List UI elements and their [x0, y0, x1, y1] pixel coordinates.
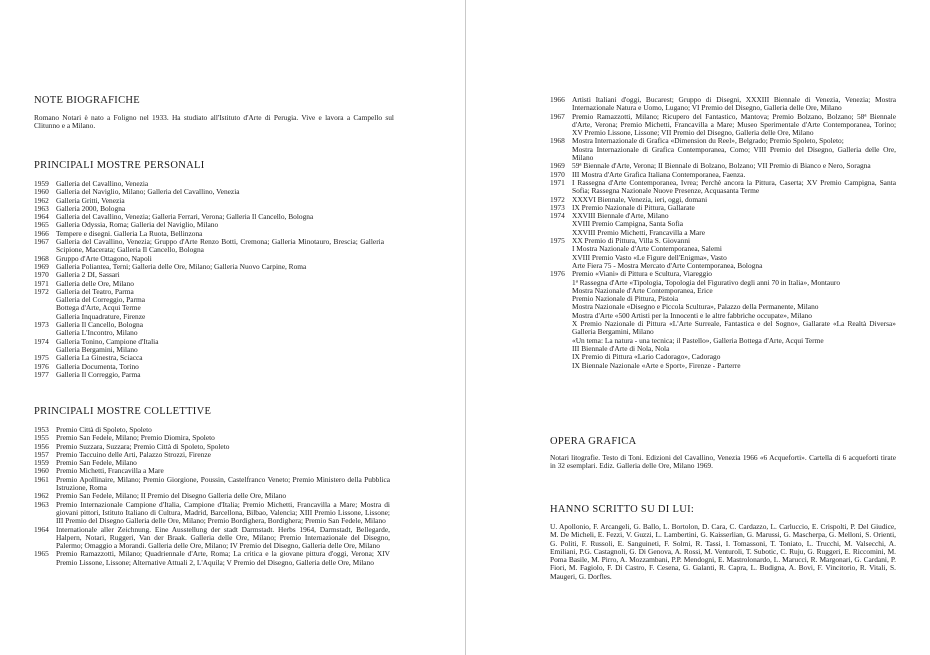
row-year: 1962	[34, 491, 49, 501]
exhibition-row	[550, 146, 896, 163]
exhibitions-list-continued	[550, 96, 896, 370]
row-text: Galleria Il Cancello, Bologna	[56, 320, 144, 330]
row-year: 1963	[34, 499, 49, 509]
scritto-text: U. Apollonio, F. Arcangeli, G. Ballo, L. Bortolon, D. Cara, C. Cardazzo, L. Carluccio, E. Crispolti, P. Del Giudice, M. De Micheli, E. Fezzi, V. Guzzi, L. Lambertini, G. Kaisserlian, G. Marussi, G. Mascherpa, G. Melloni, S. Orienti, G. Politi, F. Russoli, E. Sanguineti, F. Solmi, R. Tassi, I. Tomassoni, T. Toniato, L. Trucchi, M. Valsecchi, A. Emiliani, P.G. Castagnoli, G. Di Genova, A. Rossi, M. Venturoli, T. Subotic, C. Ruju, G. Ruggeri, E. Riccomini, M. Poma Basile, M. Pirro, A. Mozzambani, P.P. Mendogni, E. Mastrolonardo, L. Marucci, R. Margonari, G. Cardani, P. Fiori, M. Fagiolo, F. Di Castro, F. Cesena, G. Galanti, R. Capra, L. Budigna, A. Bovi, F. Vincitorio, R. Vitali, S. Maugeri, G. Dorfles.	[550, 522, 896, 581]
row-text: XXXVI Biennale, Venezia, ieri, oggi, domani	[572, 194, 708, 204]
row-year: 1967	[34, 237, 49, 247]
row-text: Galleria del Cavallino, Venezia; Galleria Ferrari, Verona; Galleria Il Cancello, Bologna	[56, 212, 314, 222]
row-text: Galleria Documenta, Torino	[56, 361, 139, 371]
row-text: Bottega d'Arte, Acqui Terme	[56, 303, 141, 313]
row-text: Premio Michetti, Francavilla a Mare	[56, 466, 164, 476]
row-text: Premio Internazionale Campione d'Italia, Campione d'Italia; Premio Michetti, Francavilla a Mare; Mostra di giovani pittori, Istituto Italiano di Cultura, Madrid, Barcellona, Bilbao, Valencia; XIII Premio Lissone, Lissone; III Premio del Disegno Galleria delle Ore, Milano; Premio Bordighera, Bordighera; Premio San Fedele, Milano	[56, 499, 390, 526]
row-text: IX Biennale Nazionale «Arte e Sport», Firenze - Parterre	[572, 360, 741, 370]
opera-title: OPERA GRAFICA	[550, 436, 637, 447]
row-text: Internationale aller Zeichnung. Eine Ausstellung der stadt Darmstadt. Herbs 1964, Darmstadt, Bellegarde, Halpern, Notari, Ruggeri, Van der Braak. Galleria delle Ore, Milano; Premio Internazionale del Disegno, Palermo; Omaggio a Morandi. Galleria delle Ore, Milano; IV Premio del Disegno, Galleria delle Ore, Milano	[56, 524, 390, 551]
row-year: 1960	[34, 187, 49, 197]
row-text: Premio Ramazzotti, Milano; Quadriennale d'Arte, Roma; La critica e la giovane pittura d'oggi, Verona; XIV Premio Lissone, Lissone; Alternative Attuali 2, L'Aquila; V Premio del Disegno, Galleria delle Ore, Milano	[56, 549, 390, 567]
row-text: Mostra Nazionale «Disegno e Piccola Scultura», Palazzo della Permanente, Milano	[572, 302, 819, 312]
row-year: 1975	[550, 236, 565, 246]
right-page	[466, 0, 930, 655]
bio-text: Romano Notari è nato a Foligno nel 1933. Ha studiato all'Istituto d'Arte di Perugia. Vive e lavora a Campello sul Clitunno e a Milano.	[34, 113, 394, 131]
row-text: Galleria 2 DI, Sassari	[56, 270, 120, 280]
row-text: Premio Nazionale di Pittura, Pistoia	[572, 294, 679, 304]
row-text: 59ª Biennale d'Arte, Verona; II Biennale di Bolzano, Bolzano; VII Premio di Bianco e Nero, Soragna	[572, 161, 871, 171]
row-text: Premio San Fedele, Milano	[56, 458, 137, 468]
exhibition-row	[550, 320, 896, 337]
row-text: Premio «Viani» di Pittura e Scultura, Viareggio	[572, 269, 712, 279]
row-year: 1974	[550, 211, 565, 221]
row-text: Mostra Internazionale di Grafica Contemporanea, Como; VIII Premio del Disegno, Galleria delle Ore, Milano	[572, 144, 896, 163]
row-year: 1975	[34, 353, 49, 363]
row-text: Tempere e disegni. Galleria La Ruota, Bellinzona	[56, 228, 203, 238]
row-text: «Un tema: La natura - una tecnica; il Pastello», Galleria Bottega d'Arte, Acqui Terme	[572, 335, 824, 345]
row-text: XVIII Premio Campigna, Santa Sofia	[572, 219, 684, 229]
row-year: 1972	[34, 286, 49, 296]
row-year	[34, 304, 56, 312]
row-text: IX Premio di Pittura «Lario Cadorago», Cadorago	[572, 352, 721, 362]
row-text: XVIII Premio Vasto «Le Figure dell'Enigma», Vasto	[572, 252, 727, 262]
row-year	[550, 362, 572, 370]
row-text: Mostra Nazionale d'Arte Contemporanea, Erice	[572, 285, 713, 295]
row-text: I Rassegna d'Arte Contemporanea, Ivrea; Perchè ancora la Pittura, Caserta; XV Premio Campigna, Santa Sofia; Rassegna Nazionale Nuove Presenze, Acquasanta Terme	[572, 177, 896, 196]
row-text: I Mostra Nazionale d'Arte Contemporanea, Salemi	[572, 244, 722, 254]
row-year: 1973	[34, 320, 49, 330]
row-year: 1970	[34, 270, 49, 280]
row-year: 1956	[34, 441, 49, 451]
collective-title: PRINCIPALI MOSTRE COLLETTIVE	[34, 406, 212, 417]
row-year: 1968	[34, 253, 49, 263]
row-year: 1969	[550, 161, 565, 171]
row-year: 1977	[34, 369, 49, 379]
row-text: Premio Suzzara, Suzzara; Premio Città di Spoleto, Spoleto	[56, 441, 230, 451]
row-text: XXVIII Biennale d'Arte, Milano	[572, 211, 669, 221]
row-text: Galleria Odyssia, Roma; Galleria del Naviglio, Milano	[56, 220, 219, 230]
row-year: 1976	[34, 361, 49, 371]
personal-list	[34, 180, 384, 379]
row-text: Galleria Tonino, Campione d'Italia	[56, 336, 159, 346]
row-text: Premio Apollinaire, Milano; Premio Giorgione, Poussin, Castelfranco Veneto; Premio Ministero della Pubblica Istruzione, Roma	[56, 474, 390, 493]
row-year	[550, 312, 572, 320]
row-year: 1968	[550, 136, 565, 146]
row-year: 1973	[550, 202, 565, 212]
bio-title: NOTE BIOGRAFICHE	[34, 95, 141, 106]
exhibition-row	[34, 526, 390, 551]
row-year	[550, 279, 572, 287]
row-text: Galleria L'Incontro, Milano	[56, 328, 138, 338]
row-text: Galleria La Ginestra, Sciacca	[56, 353, 143, 363]
row-year	[550, 303, 572, 311]
collective-list	[34, 426, 390, 567]
row-text: Galleria Gritti, Venezia	[56, 195, 125, 205]
row-text: Premio Ramazzotti, Milano; Ricupero del Fantastico, Mantova; Premio Bolzano, Bolzano; 58ª Biennale d'Arte, Verona; Premio Michetti, Francavilla a Mare; Museo Sperimentale d'Arte Contemporanea, Torino; XV Premio Lissone, Lissone; VII Premio del Disegno, Galleria delle Ore, Milano	[572, 111, 896, 138]
opera-text: Notari litografie. Testo di Toni. Edizioni del Cavallino, Venezia 1966 «6 Acqueforti». Cartella di 6 acqueforti tirate in 32 esemplari. Ediz. Galleria delle Ore, Milano 1969.	[550, 453, 896, 471]
row-text: Artisti Italiani d'oggi, Bucarest; Gruppo di Disegni, XXXIII Biennale di Venezia, Venezia; Mostra Internazionale Natura e Uomo, Lugano; VI Premio del Disegno, Galleria delle Ore, Milano	[572, 95, 896, 113]
row-year: 1966	[34, 228, 49, 238]
row-text: Galleria Bergamini, Milano	[56, 344, 138, 354]
row-text: Gruppo d'Arte Ottagono, Napoli	[56, 253, 152, 263]
row-year: 1974	[34, 336, 49, 346]
row-text: Galleria Inquadrature, Firenze	[56, 311, 146, 321]
row-year	[550, 245, 572, 253]
row-year: 1959	[34, 458, 49, 468]
row-text: Premio San Fedele, Milano; II Premio del Disegno Galleria delle Ore, Milano	[56, 491, 287, 501]
row-year: 1976	[550, 269, 565, 279]
row-text: Galleria delle Ore, Milano	[56, 278, 134, 288]
row-text: Galleria del Teatro, Parma	[56, 286, 134, 296]
row-text: Premio Città di Spoleto, Spoleto	[56, 425, 152, 434]
row-text: III Mostra d'Arte Grafica Italiana Contemporanea, Faenza.	[572, 169, 746, 179]
exhibition-row	[550, 179, 896, 196]
row-year: 1971	[34, 278, 49, 288]
row-year	[550, 146, 572, 163]
row-year: 1959	[34, 179, 49, 188]
row-year: 1964	[34, 524, 49, 534]
row-year: 1970	[550, 169, 565, 179]
exhibition-row	[34, 238, 384, 255]
row-year: 1960	[34, 466, 49, 476]
row-text: Galleria del Correggio, Parma	[56, 295, 146, 305]
row-year: 1964	[34, 212, 49, 222]
row-text: Galleria 2000, Bologna	[56, 203, 126, 213]
row-text: Premio Taccuino delle Arti, Palazzo Strozzi, Firenze	[56, 449, 211, 459]
row-text: III Biennale d'Arte di Nola, Nola	[572, 343, 670, 353]
row-year	[550, 337, 572, 345]
row-text: Arte Fiera 75 - Mostra Mercato d'Arte Contemporanea, Bologna	[572, 260, 763, 270]
row-text: Mostra d'Arte «500 Artisti per la Innocenti e le altre fabbriche occupate», Milano	[572, 310, 813, 320]
row-text: Galleria del Cavallino, Venezia	[56, 179, 149, 188]
row-year: 1963	[34, 203, 49, 213]
row-year	[550, 220, 572, 228]
exhibition-row	[550, 96, 896, 113]
row-year: 1969	[34, 261, 49, 271]
row-text: Premio San Fedele, Milano; Premio Diomira, Spoleto	[56, 433, 215, 443]
row-year: 1966	[550, 95, 565, 104]
row-year: 1972	[550, 194, 565, 204]
row-text: XXVIII Premio Michetti, Francavilla a Mare	[572, 227, 705, 237]
scritto-title: HANNO SCRITTO SU DI LUI:	[550, 504, 695, 515]
row-year: 1961	[34, 474, 49, 484]
row-year	[550, 295, 572, 303]
row-year: 1953	[34, 425, 49, 434]
row-year: 1967	[550, 111, 565, 121]
row-text: X Premio Nazionale di Pittura «L'Arte Surreale, Fantastica e del Sogno», Gallarate «La Realtà Diversa» Galleria Bergamini, Milano	[572, 319, 896, 337]
row-year	[550, 320, 572, 337]
row-year	[550, 287, 572, 295]
row-year: 1962	[34, 195, 49, 205]
exhibition-row	[550, 113, 896, 138]
row-year	[550, 345, 572, 353]
row-text: XX Premio di Pittura, Villa S. Giovanni	[572, 236, 691, 246]
personal-title: PRINCIPALI MOSTRE PERSONALI	[34, 160, 205, 171]
exhibition-row	[34, 501, 390, 526]
row-text: Galleria Il Correggio, Parma	[56, 369, 141, 379]
exhibition-row	[550, 362, 896, 370]
row-text: Mostra Internazionale di Grafica «Dimension du Reel», Belgrado; Premio Spoleto, Spoleto;	[572, 136, 844, 146]
row-year: 1965	[34, 220, 49, 230]
row-text: 1ª Rassegna d'Arte «Tipologia, Topologia del Figurativo degli anni 70 in Italia», Montauro	[572, 277, 841, 287]
row-text: Galleria del Naviglio, Milano; Galleria del Cavallino, Venezia	[56, 187, 240, 197]
exhibition-row	[34, 550, 390, 567]
row-year	[550, 254, 572, 262]
exhibition-row	[34, 476, 390, 493]
row-text: IX Premio Nazionale di Pittura, Gallarate	[572, 202, 695, 212]
row-year: 1957	[34, 449, 49, 459]
row-text: Galleria del Cavallino, Venezia; Gruppo d'Arte Renzo Botti, Cremona; Galleria Minotauro, Brescia; Galleria Scipione, Macerata; Galleria Il Cancello, Bologna	[56, 237, 384, 255]
row-year	[34, 296, 56, 304]
exhibition-row	[34, 371, 384, 379]
row-text: Galleria Poliantea, Terni; Galleria delle Ore, Milano; Galleria Nuovo Carpine, Roma	[56, 261, 307, 271]
row-year: 1955	[34, 433, 49, 443]
row-year	[550, 353, 572, 361]
row-year: 1965	[34, 549, 49, 559]
row-year: 1971	[550, 177, 565, 187]
